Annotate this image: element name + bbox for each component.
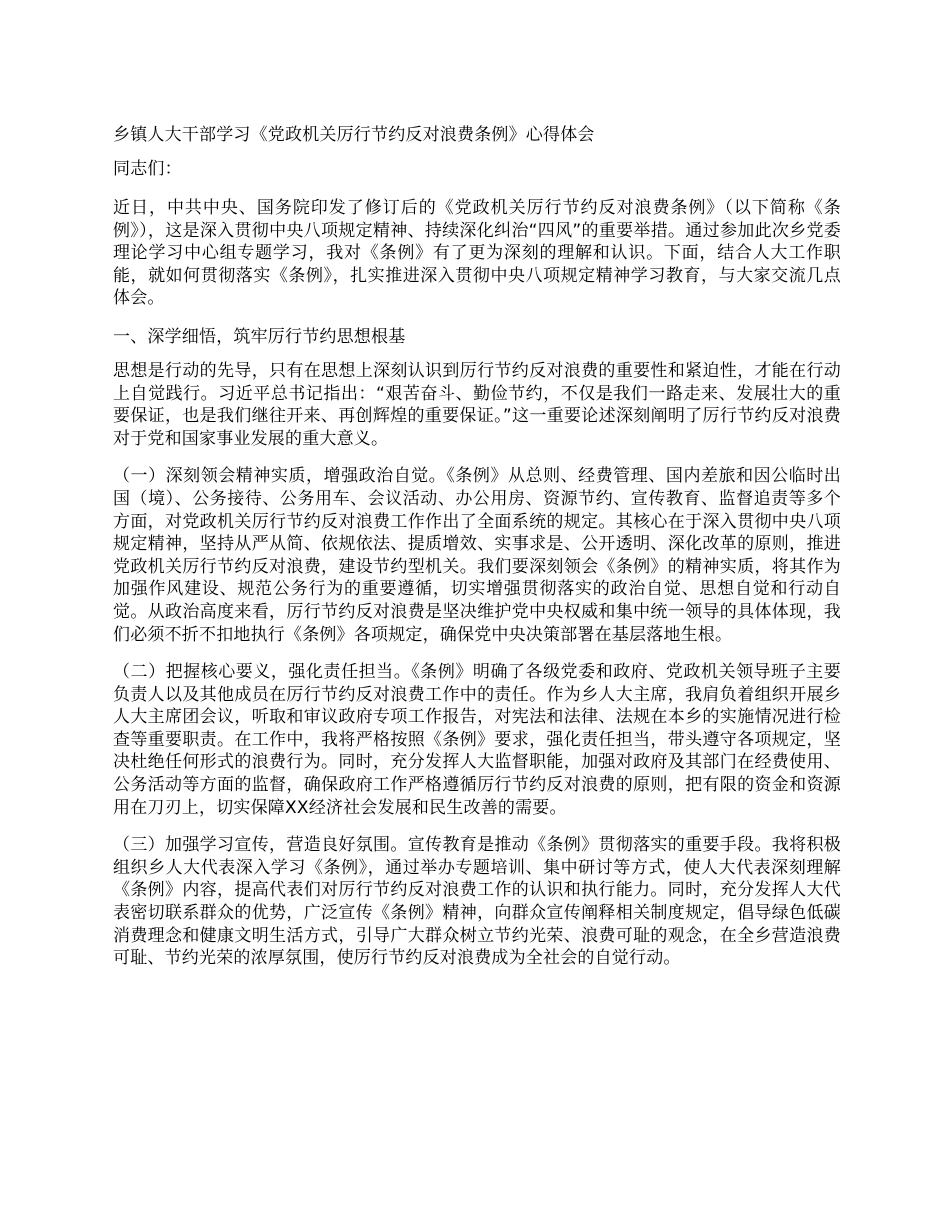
point-1-paragraph: （一）深刻领会精神实质，增强政治自觉。《条例》从总则、经费管理、国内差旅和因公临时出国（境）、公务接待、公务用车、会议活动、办公用房、资源节约、宣传教育、监督追责等多个方面，对党政机关厉行节约反对浪费工作作出了全面系统的规定。其核心在于深入贯彻中央八项规定精神，坚持从严从简、依规依法、提质增效、实事求是、公开透明、深化改革的原则，推进党政机关厉行节约反对浪费，建设节约型机关。我们要深刻领会《条例》的精神实质，将其作为加强作风建设、规范公务行为的重要遵循，切实增强贯彻落实的政治自觉、思想自觉和行动自觉。从政治高度来看，厉行节约反对浪费是坚决维护党中央权威和集中统一领导的具体体现，我们必须不折不扣地执行《条例》各项规定，确保党中央决策部署在基层落地生根。 xyxy=(113,466,841,645)
section1-intro-paragraph: 思想是行动的先导，只有在思想上深刻认识到厉行节约反对浪费的重要性和紧迫性，才能在行动上自觉践行。习近平总书记指出：“艰苦奋斗、勤俭节约，不仅是我们一路走来、发展壮大的重要保证，也是我们继往开来、再创辉煌的重要保证。”这一重要论述深刻阐明了厉行节约反对浪费对于党和国家事业发展的重大意义。 xyxy=(113,360,841,449)
document-body xyxy=(113,122,841,985)
section-heading-1: 一、深学细悟，筑牢厉行节约思想根基 xyxy=(113,326,406,347)
intro-paragraph: 近日，中共中央、国务院印发了修订后的《党政机关厉行节约反对浪费条例》（以下简称《条例》），这是深入贯彻中央八项规定精神、持续深化纠治“四风”的重要举措。通过参加此次乡党委理论学习中心组专题学习，我对《条例》有了更为深刻的理解和认识。下面，结合人大工作职能，就如何贯彻落实《条例》，扎实推进深入贯彻中央八项规定精神学习教育，与大家交流几点体会。 xyxy=(113,198,841,309)
point-2-paragraph: （二）把握核心要义，强化责任担当。《条例》明确了各级党委和政府、党政机关领导班子主要负责人以及其他成员在厉行节约反对浪费工作中的责任。作为乡人大主席，我肩负着组织开展乡人大主席团会议，听取和审议政府专项工作报告，对宪法和法律、法规在本乡的实施情况进行检查等重要职责。在工作中，我将严格按照《条例》要求，强化责任担当，带头遵守各项规定，坚决杜绝任何形式的浪费行为。同时，充分发挥人大监督职能，加强对政府及其部门在经费使用、公务活动等方面的监督，确保政府工作严格遵循厉行节约反对浪费的原则，把有限的资金和资源用在刀刃上，切实保障XX经济社会发展和民生改善的需要。 xyxy=(113,662,841,818)
point-3-paragraph: （三）加强学习宣传，营造良好氛围。宣传教育是推动《条例》贯彻落实的重要手段。我将积极组织乡人大代表深入学习《条例》，通过举办专题培训、集中研讨等方式，使人大代表深刻理解《条例》内容，提高代表们对厉行节约反对浪费工作的认识和执行能力。同时，充分发挥人大代表密切联系群众的优势，广泛宣传《条例》精神，向群众宣传阐释相关制度规定，倡导绿色低碳消费理念和健康文明生活方式，引导广大群众树立节约光荣、浪费可耻的观念，在全乡营造浪费可耻、节约光荣的浓厚氛围，使厉行节约反对浪费成为全社会的自觉行动。 xyxy=(113,835,841,969)
document-title: 乡镇人大干部学习《党政机关厉行节约反对浪费条例》心得体会 xyxy=(113,125,595,145)
salutation: 同志们： xyxy=(113,159,182,179)
